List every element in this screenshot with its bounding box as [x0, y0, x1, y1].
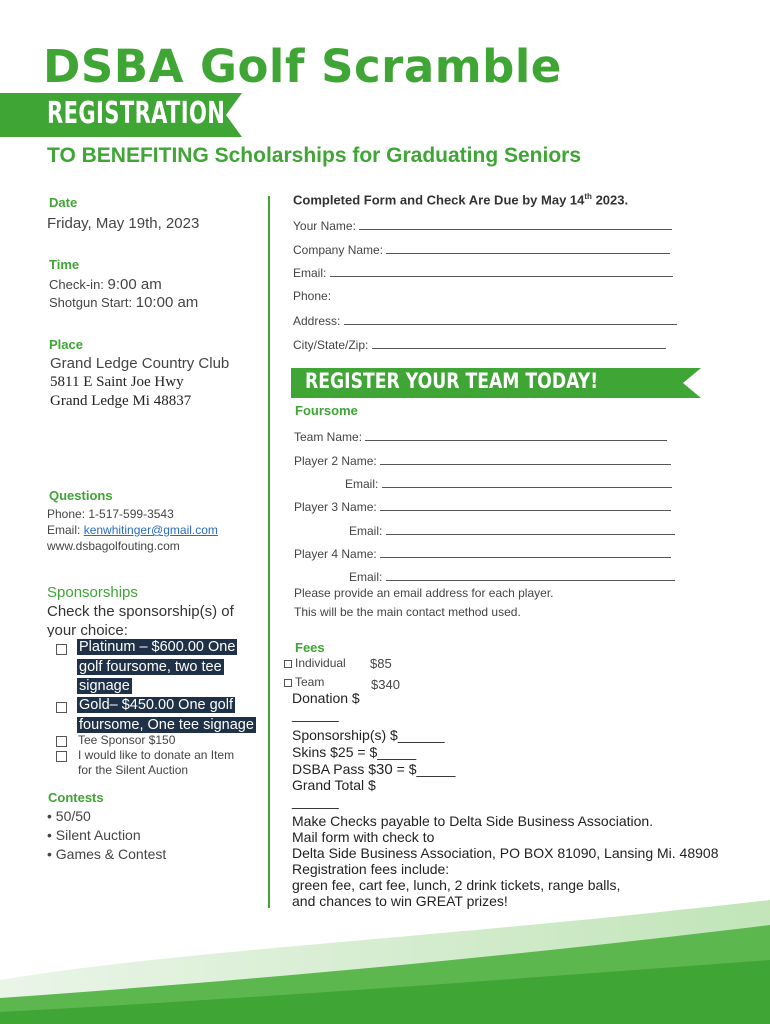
date-value: Friday, May 19th, 2023 — [47, 215, 200, 232]
donation-label: Donation $ — [292, 690, 360, 706]
pass-rest: = $_____ — [392, 761, 456, 777]
sponsorships-label: Sponsorships — [47, 584, 138, 601]
checkin-label: Check-in: — [49, 277, 104, 292]
donate-line-1: I would like to donate an Item — [78, 748, 235, 762]
player2-email-label: Email: — [345, 477, 379, 491]
email-label: Email: — [47, 523, 81, 537]
company-name-label: Company Name: — [293, 243, 384, 257]
team-name-input[interactable] — [365, 428, 667, 441]
player3-input[interactable] — [380, 498, 671, 511]
donate-line-2: for the Silent Auction — [78, 763, 189, 777]
email-note-2: This will be the main contact method used. — [294, 605, 521, 619]
sponsorships-total[interactable]: Sponsorship(s) $______ — [292, 727, 445, 743]
bottom-wave-decoration — [0, 880, 770, 1024]
platinum-line: signage — [79, 678, 130, 694]
register-team-label: REGISTER YOUR TEAM TODAY! — [305, 369, 599, 393]
player3-email-input[interactable] — [386, 522, 675, 535]
platinum-line: golf foursome, two tee — [79, 658, 222, 675]
questions-label: Questions — [49, 488, 113, 503]
player2-input[interactable] — [380, 452, 671, 465]
grand-total-blank[interactable]: ______ — [292, 793, 339, 809]
player3-field[interactable] — [294, 498, 671, 514]
make-checks: Make Checks payable to Delta Side Business Association. — [292, 813, 654, 829]
pass-label: DSBA Pass $ — [292, 761, 377, 777]
team-name-field[interactable] — [294, 428, 667, 444]
email-input[interactable] — [330, 264, 673, 277]
gold-option — [77, 696, 256, 735]
platinum-checkbox[interactable] — [56, 644, 67, 655]
gold-line: Gold– $450.00 One golf — [79, 697, 233, 713]
player2-email-input[interactable] — [382, 475, 672, 488]
pass-price: 30 — [376, 761, 393, 778]
contest-item: • Games & Contest — [47, 846, 167, 862]
shotgun-time: 10:00 am — [135, 294, 199, 311]
column-divider — [268, 196, 270, 908]
player3-email-field[interactable] — [349, 522, 675, 538]
sponsorships-line-2: your choice: — [47, 622, 128, 637]
your-name-label: Your Name: — [293, 219, 356, 233]
city-input[interactable] — [372, 336, 666, 349]
player2-label: Player 2 Name: — [294, 454, 377, 468]
skins-total[interactable]: Skins $25 = $_____ — [292, 744, 417, 760]
mail-address: Delta Side Business Association, PO BOX 81090, Lansing Mi. 48908 — [292, 845, 719, 861]
phone-field[interactable] — [293, 289, 331, 303]
date-label: Date — [49, 195, 78, 210]
player4-email-input[interactable] — [386, 568, 675, 581]
mail-form: Mail form with check to — [292, 829, 435, 845]
contest-item: • 50/50 — [47, 808, 91, 824]
player4-label: Player 4 Name: — [294, 547, 377, 561]
contest-item-text: Games & Contest — [55, 846, 167, 862]
gold-line: foursome, One tee signage — [79, 716, 254, 733]
place-name: Grand Ledge Country Club — [50, 355, 230, 372]
page-title: DSBA Golf Scramble — [43, 40, 562, 93]
platinum-option — [77, 638, 237, 697]
shotgun-label: Shotgun Start: — [49, 295, 133, 310]
reg-fees-detail: green fee, cart fee, lunch, 2 drink tickets, range balls, — [292, 877, 621, 893]
individual-price: $85 — [370, 656, 392, 671]
city-field[interactable] — [293, 336, 666, 352]
checkin-line — [49, 276, 162, 293]
checkin-time: 9:00 am — [107, 276, 162, 293]
company-name-field[interactable] — [293, 241, 670, 257]
individual-checkbox[interactable] — [284, 660, 292, 668]
shotgun-line — [49, 294, 198, 311]
company-name-input[interactable] — [386, 241, 670, 254]
player2-field[interactable] — [294, 452, 671, 468]
team-checkbox[interactable] — [284, 679, 292, 687]
contest-item-text: 50/50 — [55, 808, 91, 824]
email-link[interactable]: kenwhitinger@gmail.com — [83, 523, 218, 537]
phone: Phone: 1-517-599-3543 — [47, 507, 174, 521]
donate-checkbox[interactable] — [56, 751, 67, 762]
tee-sponsor: Tee Sponsor $150 — [78, 733, 176, 747]
tee-sponsor-checkbox[interactable] — [56, 736, 67, 747]
address-field[interactable] — [293, 312, 677, 328]
email-field-label: Email: — [293, 266, 327, 280]
sponsorships-line-1: Check the sponsorship(s) of — [47, 603, 234, 620]
phone-field-label: Phone: — [293, 289, 332, 303]
reg-fees-detail-2: and chances to win GREAT prizes! — [292, 893, 508, 909]
team-price: $340 — [371, 677, 400, 692]
your-name-field[interactable] — [293, 217, 672, 233]
player4-input[interactable] — [380, 545, 671, 558]
individual-label: Individual — [295, 656, 346, 670]
time-label: Time — [49, 257, 80, 272]
player3-label: Player 3 Name: — [294, 500, 377, 514]
subtitle: TO BENEFITING Scholarships for Graduating Seniors — [47, 144, 582, 167]
player2-email-field[interactable] — [345, 475, 672, 491]
place-address-1: 5811 E Saint Joe Hwy — [50, 374, 184, 390]
gold-checkbox[interactable] — [56, 702, 67, 713]
donation-blank[interactable]: ______ — [292, 706, 339, 722]
place-label: Place — [49, 337, 83, 352]
city-label: City/State/Zip: — [293, 338, 369, 352]
foursome-label: Foursome — [295, 403, 358, 418]
player4-field[interactable] — [294, 545, 671, 561]
due-year: 2023. — [595, 192, 629, 208]
team-label: Team — [295, 675, 325, 689]
player4-email-field[interactable] — [349, 568, 675, 584]
player3-email-label: Email: — [349, 524, 383, 538]
email-line — [47, 523, 218, 537]
website[interactable]: www.dsbagolfouting.com — [47, 539, 180, 553]
place-address-2: Grand Ledge Mi 48837 — [50, 393, 192, 409]
due-date — [293, 192, 628, 207]
player4-email-label: Email: — [349, 570, 383, 584]
contests-label: Contests — [48, 790, 104, 805]
address-input[interactable] — [344, 312, 677, 325]
reg-fees-label: Registration fees include: — [292, 861, 450, 877]
team-name-label: Team Name: — [294, 430, 363, 444]
due-sup: th — [584, 192, 592, 201]
grand-total-label: Grand Total $ — [292, 777, 376, 793]
fees-label: Fees — [295, 640, 325, 655]
email-field[interactable] — [293, 264, 673, 280]
your-name-input[interactable] — [359, 217, 672, 230]
contest-item-text: Silent Auction — [55, 827, 141, 843]
email-note-1: Please provide an email address for each player. — [294, 586, 554, 600]
pass-total[interactable] — [292, 761, 455, 778]
platinum-line: Platinum – $600.00 One — [79, 639, 236, 655]
registration-label: REGISTRATION — [47, 96, 226, 131]
address-label: Address: — [293, 314, 341, 328]
due-text: Completed Form and Check Are Due by May 14 — [293, 192, 585, 208]
contest-item: • Silent Auction — [47, 827, 141, 843]
